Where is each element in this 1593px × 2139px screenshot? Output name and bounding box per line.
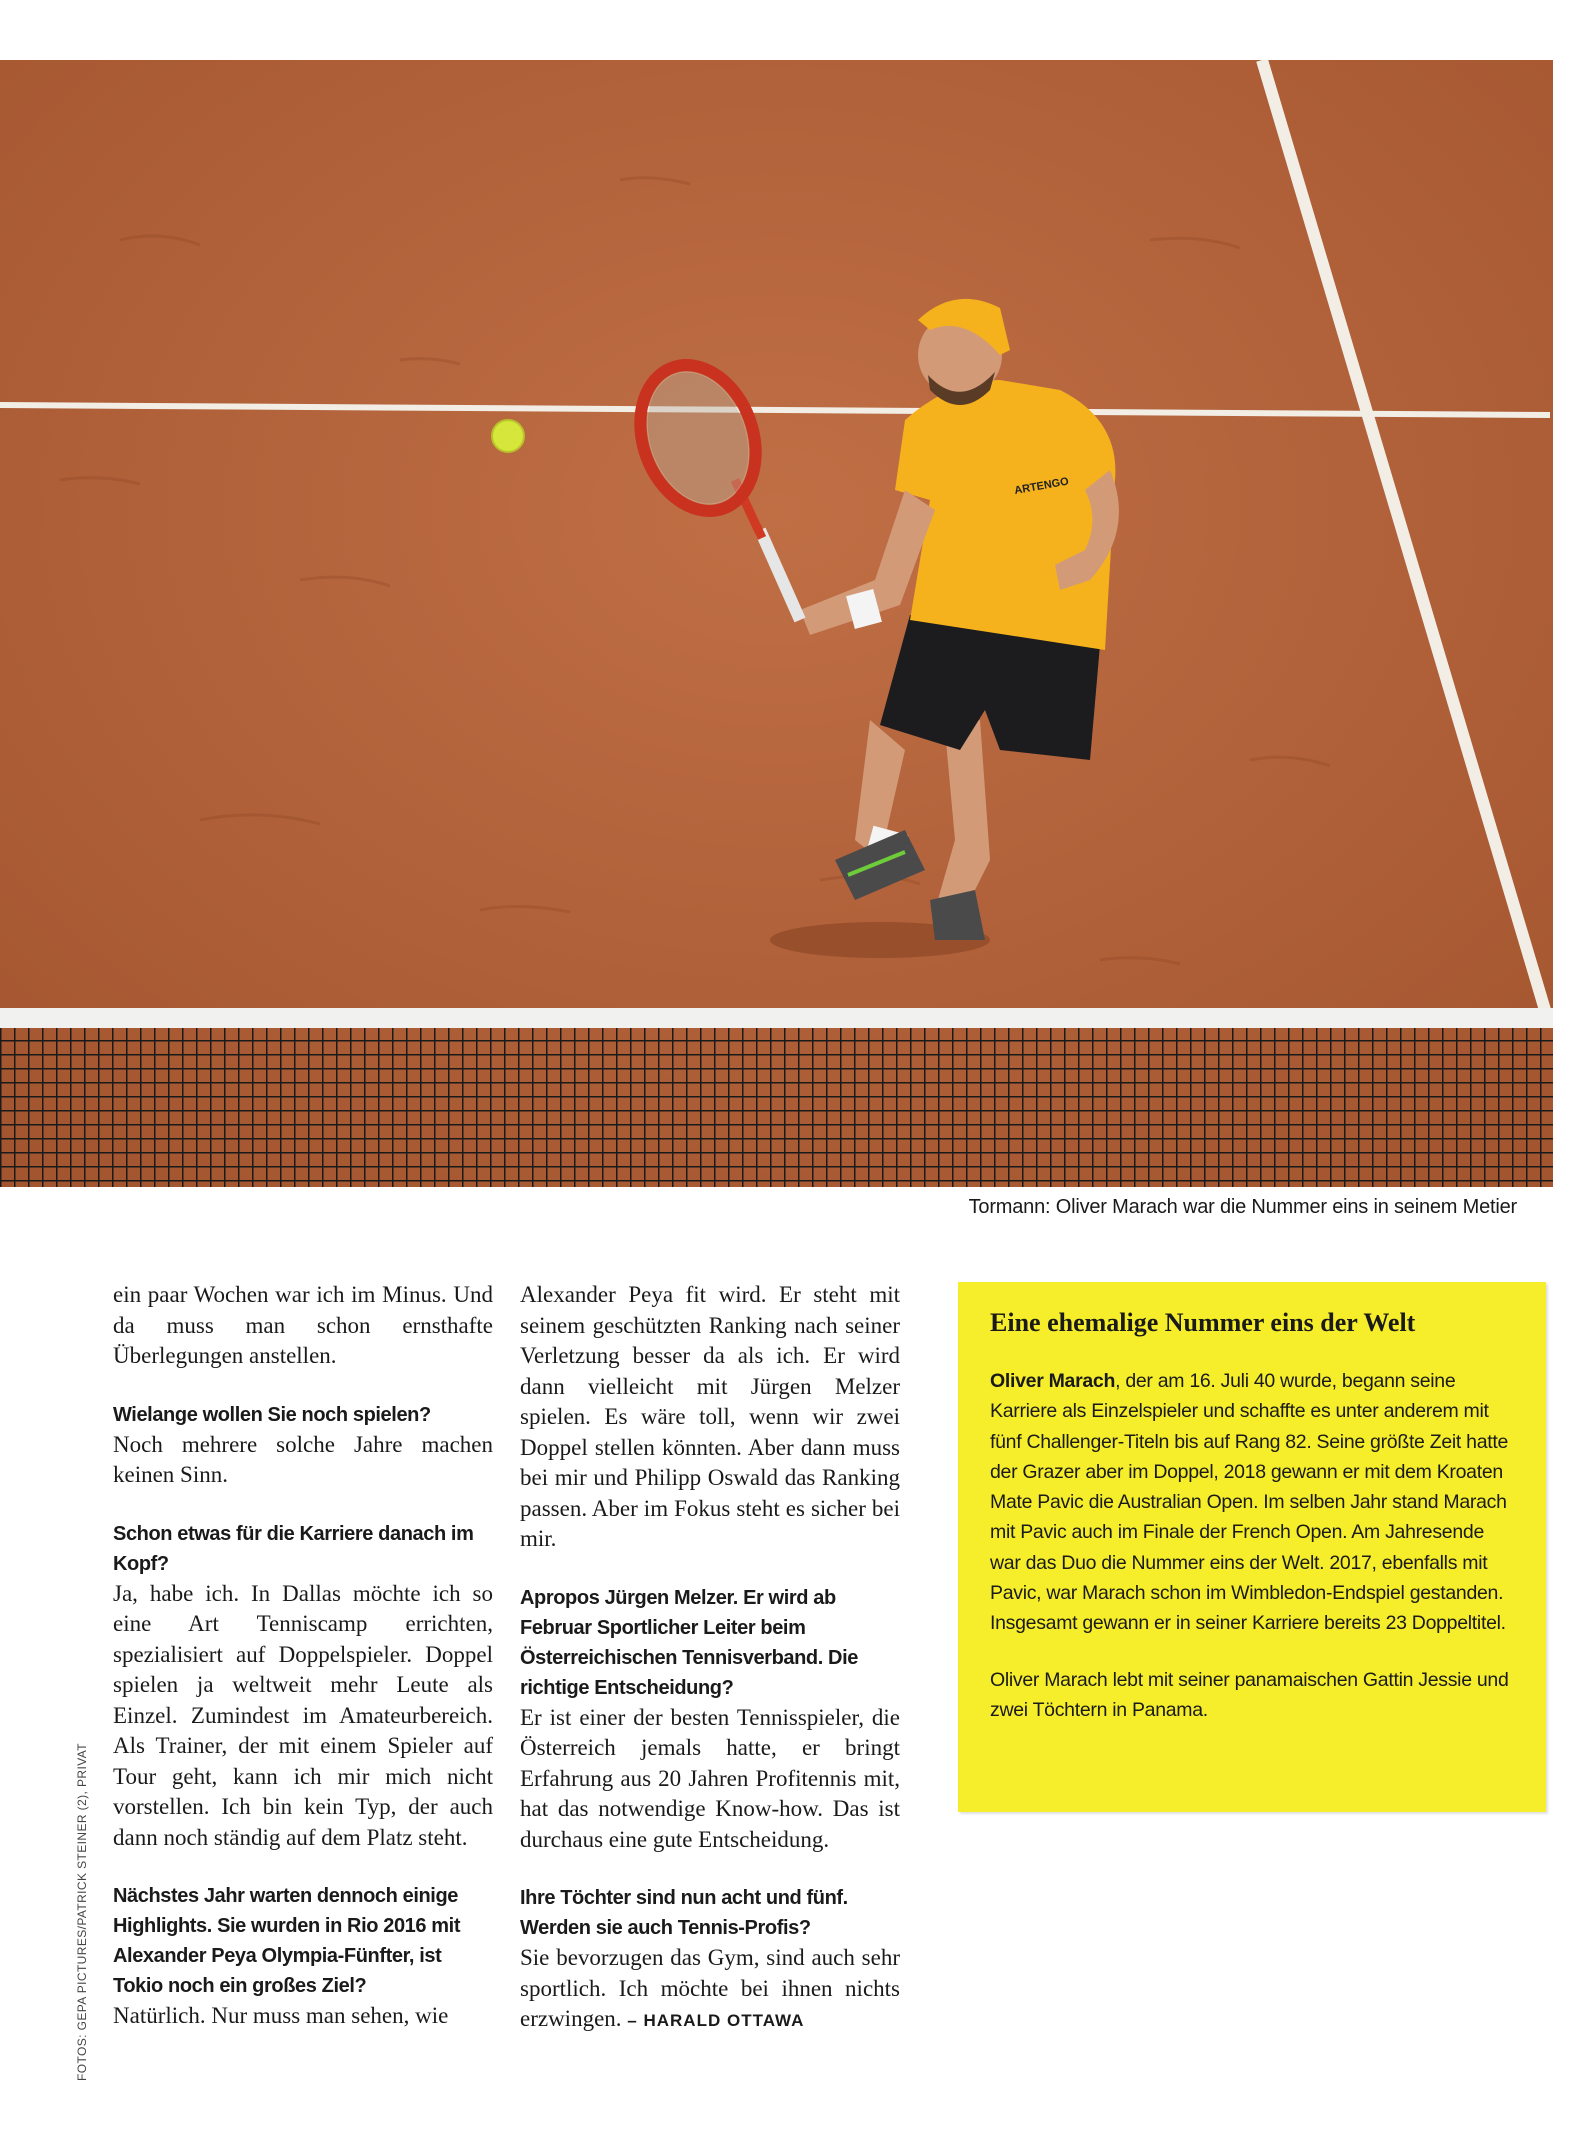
interview-question: Schon etwas für die Karriere danach im Kopf? [113,1522,474,1575]
answer-paragraph: Ja, habe ich. In Dallas möchte ich so eine Art Tenniscamp errichten, spezialisiert auf Doppelspieler. Doppel spielen ja weltweit mehr Leute als Einzel. Zumindest im Amateurbereich. Als Trainer, der mit einem Spieler auf Tour geht, kann ich mir mich nicht vorstellen. Ich bin kein Typ, der auch dann noch ständig auf dem Platz steht. [113,1580,493,1850]
answer-text: Sie bevorzugen das Gym, sind auch sehr sportlich. Ich möchte bei ihnen nichts erzwingen. [520,1945,900,2031]
answer-paragraph: Er ist einer der besten Tennisspieler, die Österreich jemals hatte, er bringt Erfahrung aus 20 Jahren Profitennis mit, hat das notwendige Know-how. Das ist durchaus eine gute Entscheidung. [520,1704,900,1852]
answer-paragraph: Natürlich. Nur muss man sehen, wie [113,2003,449,2028]
answer-paragraph: Noch mehrere solche Jahre machen keinen Sinn. [113,1431,493,1487]
info-box-paragraph: Oliver Marach lebt mit seiner panamaischen Gattin Jessie und zwei Töchtern in Panama. [990,1668,1509,1721]
article-column-1 [113,1280,493,2032]
photo-caption: Tormann: Oliver Marach war die Nummer eins in seinem Metier [968,1196,1517,1218]
answer-paragraph [520,1943,900,2037]
interview-question: Apropos Jürgen Melzer. Er wird ab Februar Sportlicher Leiter beim Österreichischen Tennisverband. Die richtige Entscheidung? [520,1586,858,1699]
info-box-paragraph [990,1366,1514,1639]
net-tape [0,1008,1553,1028]
interview-question: Wielange wollen Sie noch spielen? [113,1403,431,1426]
info-box-title: Eine ehemalige Nummer eins der Welt [990,1308,1416,1337]
answer-paragraph: Alexander Peya fit wird. Er steht mit seinem geschützten Ranking nach seiner Verletzung besser da als ich. Er wird dann vielleicht mit Jürgen Melzer spielen. Es wäre toll, wenn wir zwei Doppel stellen könnten. Aber dann muss bei mir und Philipp Oswald das Ranking passen. Aber im Fokus steht es sicher bei mir. [520,1282,900,1551]
shirt-logo: ARTENGO [1013,475,1070,497]
photo-credit [70,1743,94,2081]
interview-question: Ihre Töchter sind nun acht und fünf. Werden sie auch Tennis-Profis? [520,1887,848,1939]
article-column-2 [520,1280,900,2037]
info-box-name: Oliver Marach [990,1370,1116,1392]
info-box-text: , der am 16. Juli 40 wurde, begann seine Karriere als Einzelspieler und schaffte es unter anderem mit fünf Challenger-Titeln bis auf Rang 82. Seine größte Zeit hatte der Grazer aber im Doppel, 2018 gewann er mit dem Kroaten Mate Pavic die Australian Open. Im selben Jahr stand Marach mit Pavic auch im Finale der French Open. Am Jahresende war das Duo die Nummer eins der Welt. 2017, ebenfalls mit Pavic, war Marach schon im Wimbledon-Endspiel gestanden. Insgesamt gewann er in seiner Karriere bereits 23 Doppeltitel. [990,1370,1509,1635]
tennis-court-image [0,60,1553,1187]
info-box [958,1282,1546,1812]
author-signature: – HARALD OTTAWA [627,2011,805,2030]
photo-credit-text: FOTOS: GEPA PICTURES/PATRICK STEINER (2), PRIVAT [75,1743,89,2081]
answer-paragraph: ein paar Wochen war ich im Minus. Und da muss man schon ernsthafte Überlegungen anstellen. [113,1282,493,1368]
tennis-photo [0,60,1553,1187]
tennis-ball [492,420,524,452]
net [0,1028,1553,1187]
interview-question: Nächstes Jahr warten dennoch einige Highlights. Sie wurden in Rio 2016 mit Alexander Peya Olympia-Fünfter, ist Tokio noch ein großes Ziel? [113,1885,461,1997]
